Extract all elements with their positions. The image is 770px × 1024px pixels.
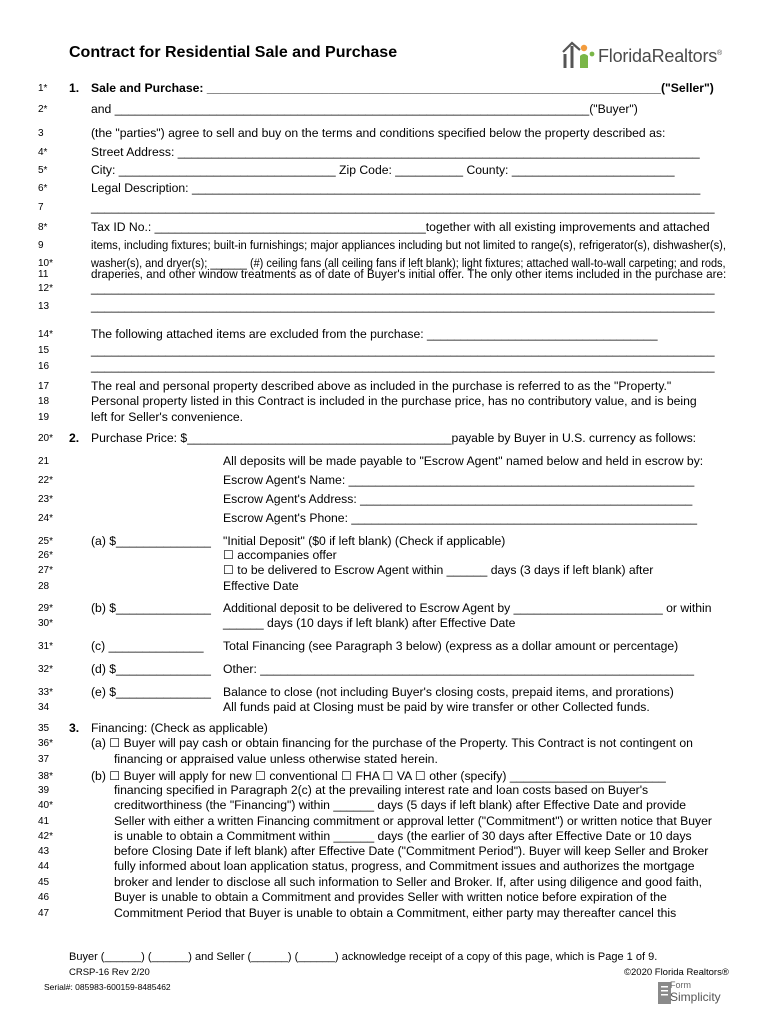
line-text: (b) $______________ [91, 601, 211, 615]
line-text: washer(s), and dryer(s); ______ (#) ceiling fans (all ceiling fans if left blank); light fixtures; attached wall-to-wall carpeting; and rods, [91, 256, 726, 270]
line-text: fully informed about loan application status, progress, and Commitment issues and authorizes the mortgage [114, 859, 695, 873]
contract-line [0, 80, 770, 97]
line-number: 23* [38, 494, 54, 505]
line-number: 42* [38, 831, 54, 842]
contract-line [0, 125, 770, 142]
form-simplicity-form: Form [670, 980, 691, 990]
line-number: 47 [38, 908, 50, 919]
line-text: Seller with either a written Financing commitment or approval letter ("Commitment") or written notice that Buyer [114, 814, 712, 828]
serial-number: Serial#: 085983-600159-8485462 [44, 982, 171, 992]
line-number: 19 [38, 412, 50, 423]
section-number: 2. [69, 431, 80, 445]
logo-wordmark [598, 46, 722, 67]
line-number: 13 [38, 301, 50, 312]
line-number: 24* [38, 513, 54, 524]
line-number: 44 [38, 861, 50, 872]
contract-line [0, 797, 770, 814]
line-text: Other: ________________________________________________________________ [223, 662, 695, 676]
line-text: Purchase Price: $_______________________________________payable by Buyer in U.S. currency as follows: [91, 431, 697, 445]
line-text: broker and lender to disclose all such information to Seller and Broker. If, after using diligence and good faith, [114, 875, 703, 889]
line-text: Financing: (Check as applicable) [91, 721, 268, 735]
line-number: 27* [38, 565, 54, 576]
form-id: CRSP-16 Rev 2/20 [69, 967, 150, 978]
line-text: ____________________________________________________________________________________________ [91, 359, 715, 373]
line-text: creditworthiness (the "Financing") within ______ days (5 days if left blank) after Effective Date and provide [114, 798, 687, 812]
contract-line [0, 562, 770, 579]
line-number: 22* [38, 475, 54, 486]
line-text: All deposits will be made payable to "Escrow Agent" named below and held in escrow by: [223, 454, 704, 468]
line-text: and ______________________________________________________________________("Buyer") [91, 102, 638, 116]
line-number: 45 [38, 877, 50, 888]
form-simplicity-logo [656, 980, 736, 1010]
line-number: 28 [38, 581, 50, 592]
page-title: Contract for Residential Sale and Purchase [69, 44, 398, 61]
line-text: left for Seller's convenience. [91, 410, 244, 424]
line-text: Tax ID No.: ________________________________________together with all existing improvements and attached [91, 220, 710, 234]
line-text: Escrow Agent's Phone: ___________________________________________________ [223, 511, 698, 525]
contract-line [0, 162, 770, 179]
copyright-notice: ©2020 Florida Realtors® [624, 967, 729, 978]
contract-line [0, 905, 770, 922]
line-number: 29* [38, 603, 54, 614]
line-number: 41 [38, 816, 50, 827]
form-simplicity-wordmark: Simplicity [670, 990, 721, 1004]
line-number: 3 [38, 128, 44, 139]
logo-registered-mark: ® [717, 50, 723, 57]
line-number: 30* [38, 618, 54, 629]
line-number: 8* [38, 222, 48, 233]
line-text: All funds paid at Closing must be paid by wire transfer or other Collected funds. [223, 700, 650, 714]
contract-line [0, 638, 770, 655]
contract-line [0, 180, 770, 197]
line-number: 14* [38, 329, 54, 340]
contract-line [0, 661, 770, 678]
line-number: 38* [38, 771, 54, 782]
contract-line [0, 409, 770, 426]
line-number: 6* [38, 183, 48, 194]
line-text: financing or appraised value unless otherwise stated herein. [114, 752, 438, 766]
line-number: 10* [38, 258, 54, 269]
line-text: Escrow Agent's Name: ___________________________________________________ [223, 473, 695, 487]
contract-line [0, 101, 770, 118]
contract-line [0, 858, 770, 875]
contract-line [0, 199, 770, 216]
line-number: 15 [38, 345, 50, 356]
line-text: Escrow Agent's Address: _________________________________________________ [223, 492, 693, 506]
line-number: 2* [38, 104, 48, 115]
line-text: ______ days (10 days if left blank) after Effective Date [223, 616, 516, 630]
line-number: 7 [38, 202, 44, 213]
contract-line [0, 510, 770, 527]
line-number: 33* [38, 687, 54, 698]
contract-line [0, 578, 770, 595]
section-number: 1. [69, 81, 80, 95]
line-text: financing specified in Paragraph 2(c) at the prevailing interest rate and loan costs based on Buyer's [114, 783, 649, 797]
line-text: ☐ to be delivered to Escrow Agent within ______ days (3 days if left blank) after [223, 563, 654, 577]
line-text: items, including fixtures; built-in furnishings; major appliances including but not limited to range(s), refrigerator(s), dishwasher(s), [91, 238, 727, 252]
line-text: (a) $______________ [91, 534, 211, 548]
line-text: Additional deposit to be delivered to Escrow Agent by ______________________ or within [223, 601, 712, 615]
line-number: 37 [38, 754, 50, 765]
line-text: ☐ accompanies offer [223, 548, 337, 562]
line-text: ____________________________________________________________________________________________ [91, 200, 715, 214]
line-text: Buyer is unable to obtain a Commitment and provides Seller with written notice before expiration of the [114, 890, 667, 904]
contract-line [0, 280, 770, 297]
line-number: 18 [38, 396, 50, 407]
line-number: 5* [38, 165, 48, 176]
line-number: 40* [38, 800, 54, 811]
contract-line [0, 615, 770, 632]
contract-line [0, 735, 770, 752]
contract-line [0, 219, 770, 236]
line-number: 12* [38, 283, 54, 294]
logo-wordmark-text: FloridaRealtors [598, 46, 718, 66]
contract-line [0, 699, 770, 716]
line-number: 16 [38, 361, 50, 372]
contract-line [0, 342, 770, 359]
line-text: Legal Description: ___________________________________________________________________________ [91, 181, 701, 195]
contract-line [0, 326, 770, 343]
line-number: 20* [38, 433, 54, 444]
line-text: draperies, and other window treatments as of date of Buyer's initial offer. The only other items included in the purchase are: [91, 267, 727, 281]
contract-line [0, 358, 770, 375]
line-text: Commitment Period that Buyer is unable to obtain a Commitment, either party may thereafter cancel this [114, 906, 677, 920]
realtors-house-icon [560, 38, 596, 72]
line-number: 1* [38, 83, 48, 94]
line-text: ____________________________________________________________________________________________ [91, 281, 715, 295]
line-text: ____________________________________________________________________________________________ [91, 343, 715, 357]
line-text: (the "parties") agree to sell and buy on the terms and conditions specified below the property described as: [91, 126, 666, 140]
contract-line [0, 237, 770, 254]
line-number: 35 [38, 723, 50, 734]
line-number: 39 [38, 785, 50, 796]
line-text: The real and personal property described above as included in the purchase is referred to as the "Property." [91, 379, 672, 393]
line-text: (c) ______________ [91, 639, 204, 653]
section-number: 3. [69, 721, 80, 735]
line-number: 17 [38, 381, 50, 392]
line-number: 32* [38, 664, 54, 675]
contract-line [0, 751, 770, 768]
contract-line [0, 144, 770, 161]
line-number: 34 [38, 702, 50, 713]
contract-line [0, 298, 770, 315]
line-text: (e) $______________ [91, 685, 211, 699]
contract-line [0, 472, 770, 489]
line-text: Balance to close (not including Buyer's closing costs, prepaid items, and prorations) [223, 685, 674, 699]
florida-realtors-logo [560, 38, 738, 74]
line-text: Personal property listed in this Contract is included in the purchase price, has no contributory value, and is being [91, 394, 697, 408]
line-number: 31* [38, 641, 54, 652]
line-number: 25* [38, 536, 54, 547]
line-text: "Initial Deposit" ($0 if left blank) (Check if applicable) [223, 534, 506, 548]
line-text: Total Financing (see Paragraph 3 below) (express as a dollar amount or percentage) [223, 639, 679, 653]
line-text: City: ________________________________ Zip Code: __________ County: ________________________ [91, 163, 675, 177]
line-number: 4* [38, 147, 48, 158]
line-text: (b) ☐ Buyer will apply for new ☐ conventional ☐ FHA ☐ VA ☐ other (specify) _______________________ [91, 769, 666, 783]
line-text: Effective Date [223, 579, 299, 593]
line-text: (a) ☐ Buyer will pay cash or obtain financing for the purchase of the Property. This Contract is not contingent on [91, 736, 693, 750]
line-number: 43 [38, 846, 50, 857]
contract-line [0, 453, 770, 470]
line-text: The following attached items are excluded from the purchase: __________________________________ [91, 327, 658, 341]
line-number: 26* [38, 550, 54, 561]
line-text: (d) $______________ [91, 662, 211, 676]
line-number: 46 [38, 892, 50, 903]
line-text: is unable to obtain a Commitment within ______ days (the earlier of 30 days after Effective Date or 10 days [114, 829, 692, 843]
contract-line [0, 491, 770, 508]
line-text: ____________________________________________________________________________________________ [91, 299, 715, 313]
line-number: 21 [38, 456, 50, 467]
line-text: Street Address: _____________________________________________________________________________ [91, 145, 700, 159]
line-text: before Closing Date if left blank) after Effective Date ("Commitment Period"). Buyer will keep Seller and Broker [114, 844, 709, 858]
line-number: 9 [38, 240, 44, 251]
contract-line [0, 430, 770, 447]
contract-line [0, 889, 770, 906]
line-number: 36* [38, 738, 54, 749]
acknowledgment-line: Buyer (______) (______) and Seller (______) (______) acknowledge receipt of a copy of this page, which is Page 1 of 9. [69, 951, 658, 963]
line-text: Sale and Purchase: ___________________________________________________________________("Seller") [91, 81, 714, 95]
contract-line [0, 393, 770, 410]
line-number: 11 [38, 269, 49, 280]
